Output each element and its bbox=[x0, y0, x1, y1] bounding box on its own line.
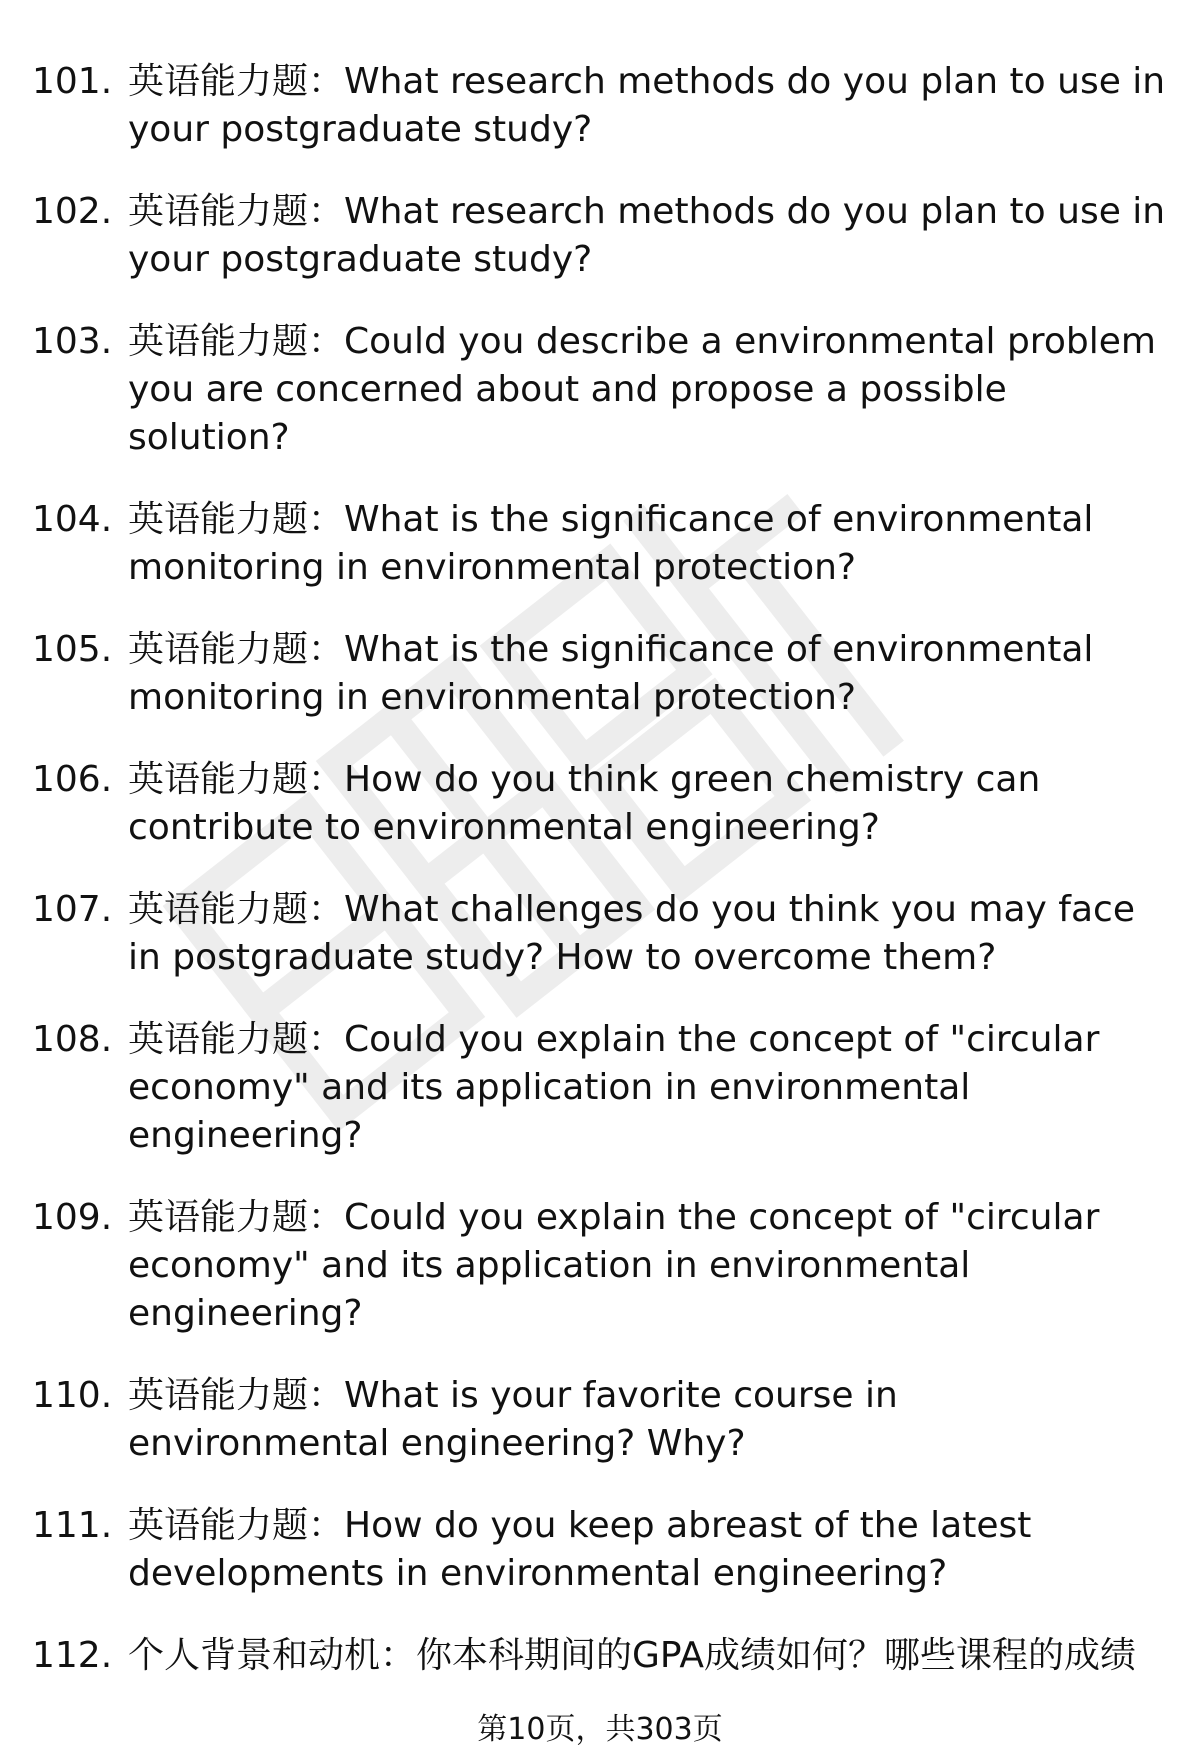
question-item bbox=[32, 58, 1182, 154]
question-list bbox=[32, 58, 1182, 1714]
question-text: What is your favorite course in environmental engineering? Why? bbox=[128, 1375, 898, 1464]
question-body bbox=[128, 496, 1182, 592]
question-number: 105. bbox=[32, 629, 113, 670]
question-category: 英语能力题： bbox=[128, 1375, 345, 1416]
question-category: 英语能力题： bbox=[128, 759, 345, 800]
question-item bbox=[32, 886, 1182, 982]
question-category: 英语能力题： bbox=[128, 1019, 345, 1060]
question-item bbox=[32, 1194, 1182, 1338]
question-number: 104. bbox=[32, 499, 113, 540]
question-item bbox=[32, 496, 1182, 592]
question-number: 107. bbox=[32, 889, 113, 930]
question-text: What challenges do you think you may face in postgraduate study? How to overcome them? bbox=[128, 889, 1135, 978]
question-category: 英语能力题： bbox=[128, 1505, 345, 1546]
question-body bbox=[128, 58, 1182, 154]
question-number: 111. bbox=[32, 1505, 113, 1546]
question-number: 101. bbox=[32, 61, 113, 102]
question-body bbox=[128, 756, 1182, 852]
question-body bbox=[128, 626, 1182, 722]
question-text: Could you explain the concept of "circular economy" and its application in environmental engineering? bbox=[128, 1019, 1100, 1156]
question-item bbox=[32, 1502, 1182, 1598]
question-number: 103. bbox=[32, 321, 113, 362]
question-text: What research methods do you plan to use in your postgraduate study? bbox=[128, 191, 1166, 280]
question-category: 个人背景和动机： bbox=[128, 1635, 417, 1676]
question-number: 106. bbox=[32, 759, 113, 800]
question-item bbox=[32, 1372, 1182, 1468]
question-item bbox=[32, 756, 1182, 852]
question-body bbox=[128, 1372, 1182, 1468]
question-body bbox=[128, 1194, 1182, 1338]
question-category: 英语能力题： bbox=[128, 1197, 345, 1238]
question-item bbox=[32, 626, 1182, 722]
question-number: 112. bbox=[32, 1635, 113, 1676]
question-body bbox=[128, 318, 1182, 462]
question-number: 110. bbox=[32, 1375, 113, 1416]
question-body bbox=[128, 1502, 1182, 1598]
question-category: 英语能力题： bbox=[128, 629, 345, 670]
question-text: Could you describe a environmental problem you are concerned about and propose a possible solution? bbox=[128, 321, 1156, 458]
question-text: What research methods do you plan to use in your postgraduate study? bbox=[128, 61, 1166, 150]
question-number: 108. bbox=[32, 1019, 113, 1060]
question-category: 英语能力题： bbox=[128, 889, 345, 930]
question-body bbox=[128, 1632, 1182, 1680]
question-category: 英语能力题： bbox=[128, 321, 345, 362]
question-number: 109. bbox=[32, 1197, 113, 1238]
question-item bbox=[32, 1632, 1182, 1680]
question-item bbox=[32, 1016, 1182, 1160]
question-text: What is the significance of environmental monitoring in environmental protection? bbox=[128, 629, 1094, 718]
question-item bbox=[32, 318, 1182, 462]
page-number: 第10页，共303页 bbox=[477, 1712, 723, 1747]
question-body bbox=[128, 188, 1182, 284]
question-text: Could you explain the concept of "circular economy" and its application in environmental engineering? bbox=[128, 1197, 1100, 1334]
question-category: 英语能力题： bbox=[128, 61, 345, 102]
question-text: 你本科期间的GPA成绩如何？哪些课程的成绩 bbox=[416, 1635, 1136, 1676]
question-text: What is the significance of environmental monitoring in environmental protection? bbox=[128, 499, 1094, 588]
question-category: 英语能力题： bbox=[128, 499, 345, 540]
question-category: 英语能力题： bbox=[128, 191, 345, 232]
question-body bbox=[128, 1016, 1182, 1160]
question-body bbox=[128, 886, 1182, 982]
question-item bbox=[32, 188, 1182, 284]
question-text: How do you think green chemistry can contribute to environmental engineering? bbox=[128, 759, 1041, 848]
question-number: 102. bbox=[32, 191, 113, 232]
question-text: How do you keep abreast of the latest developments in environmental engineering? bbox=[128, 1505, 1032, 1594]
